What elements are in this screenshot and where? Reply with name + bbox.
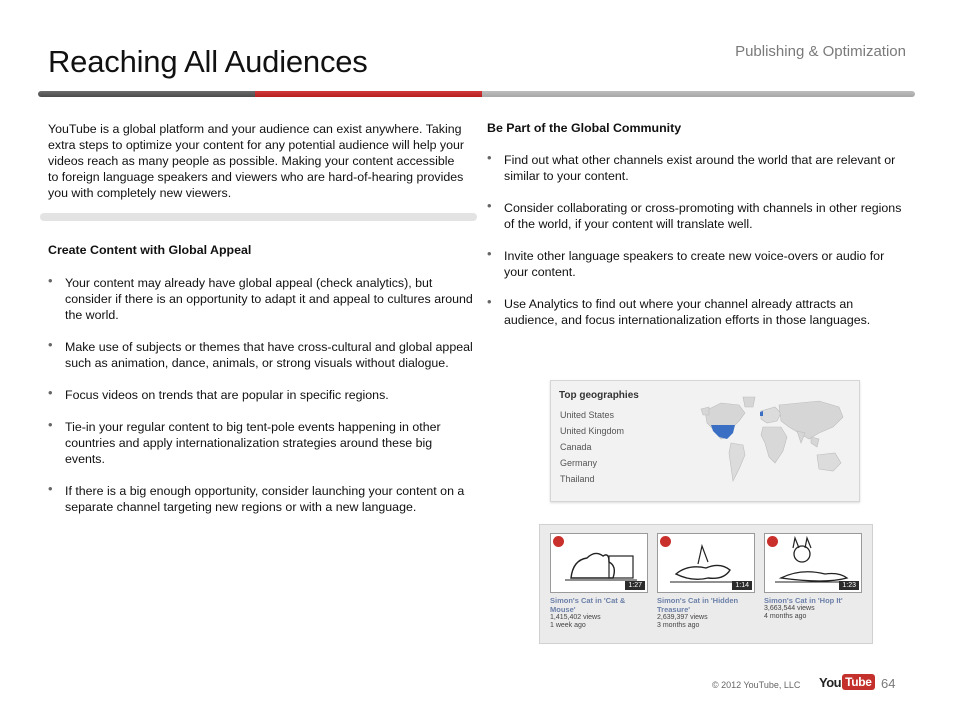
country-item: Canada xyxy=(560,442,592,452)
bullet-text: Consider collaborating or cross-promoting with channels in other regions of the world, if your content will translate well. xyxy=(504,201,902,231)
rule-segment-dark xyxy=(38,91,255,97)
channel-badge-icon xyxy=(767,536,778,547)
bullet-text: Invite other language speakers to create new voice-overs or audio for your content. xyxy=(504,249,885,279)
video-views: 1,415,402 views xyxy=(550,614,601,621)
list-item xyxy=(48,275,473,323)
video-views: 2,639,397 views xyxy=(657,614,708,621)
channel-badge-icon xyxy=(553,536,564,547)
intro-divider xyxy=(40,213,477,221)
left-bullet-list xyxy=(48,275,473,531)
video-duration: 1:14 xyxy=(732,581,752,590)
intro-paragraph: YouTube is a global platform and your audience can exist anywhere. Taking extra steps to optimize your content for any potential audience will help your videos reach as many people as possible. Making your content accessible to foreign language speakers and viewers who are hard-of-hearing provides you with completely new viewers. xyxy=(48,122,465,200)
bullet-text: If there is a big enough opportunity, consider launching your content on a separate channel targeting new regions or with a new language. xyxy=(65,484,465,514)
geographies-title: Top geographies xyxy=(559,390,639,401)
country-item: Thailand xyxy=(560,474,595,484)
bullet-icon: • xyxy=(487,294,492,309)
video-card[interactable] xyxy=(764,533,862,621)
list-item xyxy=(487,152,907,184)
bullet-icon: • xyxy=(48,337,53,352)
bullet-text: Make use of subjects or themes that have cross-cultural and global appeal such as animation, dance, animals, or strong visuals without dialogue. xyxy=(65,340,473,370)
youtube-logo xyxy=(819,674,875,690)
list-item xyxy=(48,339,473,371)
copyright-text: © 2012 YouTube, LLC xyxy=(712,680,801,690)
bullet-icon: • xyxy=(487,150,492,165)
bullet-icon: • xyxy=(48,385,53,400)
video-age: 3 months ago xyxy=(657,622,700,629)
logo-you-text: You xyxy=(819,674,842,690)
left-heading: Create Content with Global Appeal xyxy=(48,243,252,257)
video-age: 1 week ago xyxy=(550,622,586,629)
logo-tube-text: Tube xyxy=(842,674,875,690)
title-rule xyxy=(38,91,915,97)
list-item xyxy=(48,483,473,515)
video-title[interactable]: Simon's Cat in 'Hidden Treasure' xyxy=(657,596,739,614)
section-label: Publishing & Optimization xyxy=(735,43,906,60)
bullet-text: Use Analytics to find out where your channel already attracts an audience, and focus internationalization efforts in those languages. xyxy=(504,297,871,327)
video-card[interactable] xyxy=(657,533,755,630)
video-card[interactable] xyxy=(550,533,648,630)
bullet-icon: • xyxy=(487,246,492,261)
video-title[interactable]: Simon's Cat in 'Hop It' xyxy=(764,596,843,605)
bullet-text: Focus videos on trends that are popular in specific regions. xyxy=(65,388,389,402)
bullet-text: Tie-in your regular content to big tent-pole events happening in other countries and apply internationalization strategies around these big events. xyxy=(65,420,441,466)
bullet-icon: • xyxy=(48,417,53,432)
right-heading: Be Part of the Global Community xyxy=(487,121,682,135)
bullet-text: Find out what other channels exist around the world that are relevant or similar to your content. xyxy=(504,153,896,183)
country-item: Germany xyxy=(560,458,598,468)
page-title: Reaching All Audiences xyxy=(48,44,368,79)
bullet-icon: • xyxy=(48,481,53,496)
video-thumbnail[interactable] xyxy=(550,533,648,593)
related-videos-strip xyxy=(539,524,873,644)
bullet-text: Your content may already have global appeal (check analytics), but consider if there is an opportunity to adapt it and appeal to cultures around the world. xyxy=(65,276,473,322)
video-duration: 1:27 xyxy=(625,581,645,590)
list-item xyxy=(487,296,907,328)
video-thumbnail[interactable] xyxy=(764,533,862,593)
bullet-icon: • xyxy=(487,198,492,213)
list-item xyxy=(487,200,907,232)
world-map-icon xyxy=(699,393,851,489)
page-number: 64 xyxy=(881,676,896,691)
channel-badge-icon xyxy=(660,536,671,547)
top-geographies-panel xyxy=(550,380,860,502)
video-age: 4 months ago xyxy=(764,613,807,620)
video-duration: 1:23 xyxy=(839,581,859,590)
list-item xyxy=(48,387,473,403)
rule-segment-light xyxy=(482,91,915,97)
geographies-list xyxy=(560,410,624,490)
right-bullet-list xyxy=(487,152,907,344)
rule-segment-red xyxy=(255,91,482,97)
list-item xyxy=(487,248,907,280)
video-title[interactable]: Simon's Cat in 'Cat & Mouse' xyxy=(550,596,626,614)
video-views: 3,663,544 views xyxy=(764,605,815,612)
country-item: United Kingdom xyxy=(560,426,625,436)
bullet-icon: • xyxy=(48,273,53,288)
country-item: United States xyxy=(560,410,615,420)
video-thumbnail[interactable] xyxy=(657,533,755,593)
list-item xyxy=(48,419,473,467)
